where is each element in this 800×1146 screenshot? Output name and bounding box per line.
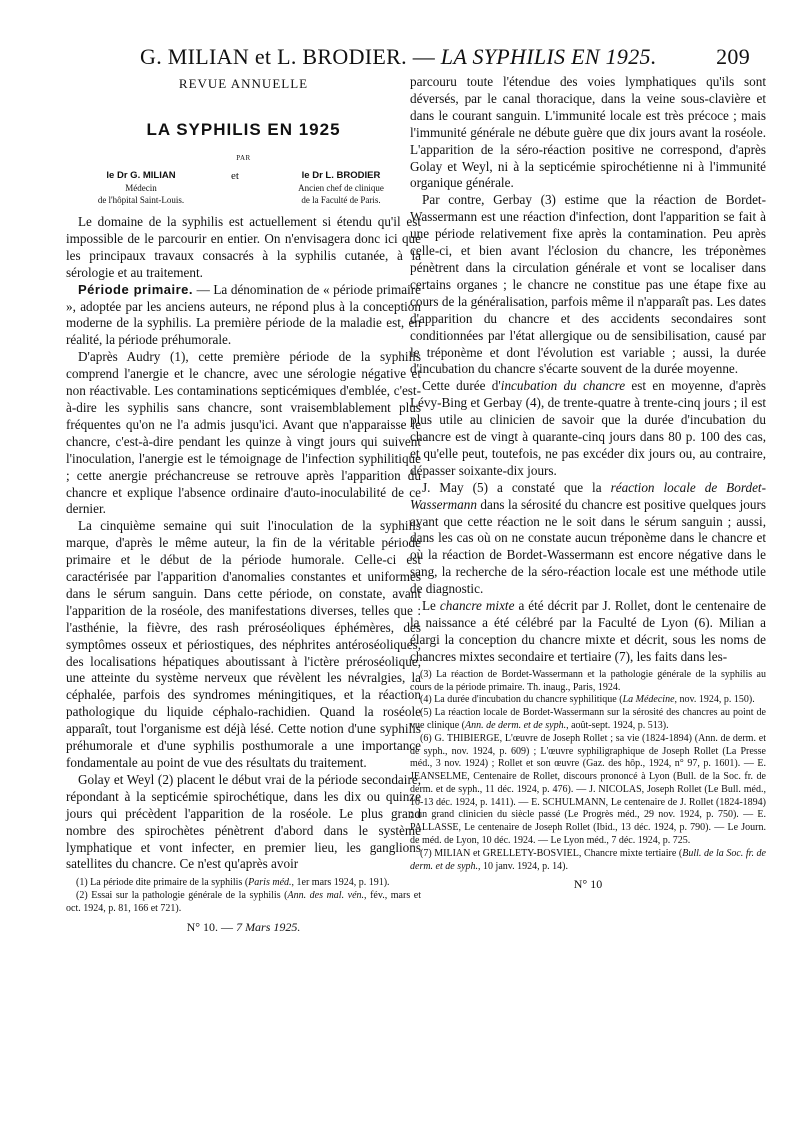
author-affiliation: de l'hôpital Saint-Louis. [97,195,185,205]
paragraph: D'après Audry (1), cette première période de la syphilis comprend l'anergie et le chancre, avec une sérologie négative et non réactivable. Les contaminations septicémiques d'emblée, c'est-à-dire les syphilis sans chancre, sont vraisemblablement plus fréquentes qu'on ne l'a admis jusqu'ici. Avant que n'apparaisse le chancre, c'est-à-dire pendant les quinze à vingt jours qui suivent l'inoculation, l'anergie est le témoignage de l'infection syphilitique ; cette anergie préchancreuse se retrouve après l'apparition du chancre et explique l'absence ordinaire d'auto-inoculabilité de ce dernier. [66,349,421,517]
subheading: Période primaire. [78,281,193,297]
author-brodier [256,170,426,206]
author-role: Médecin [125,183,157,193]
author-affiliation: de la Faculté de Paris. [301,195,381,205]
author-name: le Dr L. BRODIER [301,170,381,181]
paragraph: Le domaine de la syphilis est actuellement si étendu qu'il est impossible de le parcourir en entier. On n'envisagera donc ici que les principaux travaux consacrés à la syphilis cutanée, à la sérologie et au traitement. [66,214,421,280]
footnote-text: , nov. 1924, p. 150). [674,694,755,706]
footnote-text: , 1er mars 1924, p. 191). [291,877,390,889]
issue-date: 7 Mars 1925. [236,919,301,934]
footnote-text: , fév., mars et oct. 1924, p. 81, 166 et 721). [66,890,421,914]
footnote-text: , 10 janv. 1924, p. 14). [478,860,568,872]
paragraph-text: dans la sérosité du chancre est positive quelques jours avant que cette réaction ne le soit dans le sérum sanguin ; aussi, dans les cas où on ne constate aucun tréponème dans le chancre et où la réaction de Bordet-Wassermann est encore négative dans le sang, la recherche de la séro-réaction locale est une méthode utile de diagnostic. [410,496,766,597]
footnote: (3) La réaction de Bordet-Wassermann et la pathologie générale de la syphilis au cours de la période primaire. Th. inaug., Paris, 1924. [410,668,766,693]
paragraph: Golay et Weyl (2) placent le début vrai de la période secondaire, répondant à la septicémie spirochétique, dans les dix ou quinze jours qui précèdent l'apparition de la roséole. Le plus grand nombre des spirochètes pénètrent d'abord dans le système lymphatique et vont infecter, en premier lieu, les ganglions satellites du chancre. Ce n'est qu'après avoir [66,771,421,872]
paragraph [410,598,766,666]
footnote [66,877,421,890]
section-label: REVUE ANNUELLE [178,76,309,91]
footnote-text: (4) La durée d'incubation du chancre syphilitique ( [420,694,623,706]
paragraph-text: Cette durée d' [422,378,501,394]
article-title: LA SYPHILIS EN 1925 [146,120,341,139]
paragraph-text: Le [422,598,440,614]
running-head-italic-title: LA SYPHILIS EN 1925. [440,44,657,69]
author-milian [66,170,216,206]
by-label: PAR [236,154,251,162]
paragraph: parcouru toute l'étendue des voies lymphatiques qu'ils sont déversés, par le canal thoracique, dans la veine sous-clavière et dans le courant sanguin. L'immunité locale est très précoce ; mais l'immunité générale ne débute guère que dix jours avant la roséole. L'apparition de la séro-réaction positive ne correspond, d'après Golay et Weyl, ni à la septicémie spirochétienne ni à l'immunité organique générale. [410,74,766,191]
author-block [66,170,421,214]
paragraph [410,480,766,598]
paragraph-text: J. May (5) a constaté que la [422,479,611,495]
paragraph-text: a été décrit par J. Rollet, dont le centenaire de la naissance a été célébré par la Faculté de Lyon (6). Milian a élargi la conception du chancre mixte et décrit, sous les noms de chancres mixtes secondaire et tertiaire (7), les faits dans les- [410,598,766,664]
footnote-journal: Bull. de la Soc. fr. de derm. et de syph. [410,847,766,872]
left-column [66,74,421,935]
page-number: 209 [716,44,750,69]
footnote-journal: Paris méd. [248,877,292,889]
footnote-text: , août-sept. 1924, p. 513). [566,719,669,731]
footnote [66,890,421,916]
footnote-journal: La Médecine [622,694,675,706]
footnote-journal: Ann. des mal. vén. [287,890,365,902]
paragraph [66,282,421,350]
footnote-text: (1) La période dite primaire de la syphilis ( [76,877,249,889]
paragraph-text: est en moyenne, d'après Lévy-Bing et Gerbay (4), de trente-quatre à trente-cinq jours ; il est plus utile au clinicien de savoir que la durée d'incubation du chancre est de vingt à quarante-cinq jours dans 80 p. 100 des cas, et qu'elle peut, toutefois, ne pas excéder dix jours ou, au contraire, dépasser soixante-dix jours. [410,378,766,478]
footnote [410,694,766,707]
issue-number: N° 10. — [186,919,237,934]
paragraph-text: — La dénomination de « période primaire », adoptée par les anciens auteurs, ne répond plus à la conception moderne de la syphilis. La première période de la maladie est, en réalité, la période préhumorale. [66,281,421,348]
footnote-text: (7) MILIAN et GRELLETY-BOSVIEL, Chancre mixte tertiaire ( [420,847,683,859]
running-head [60,44,750,74]
footnote [410,707,766,733]
footnote-text: (2) Essai sur la pathologie générale de la syphilis ( [76,890,288,902]
footnote: (6) G. THIBIERGE, L'œuvre de Joseph Rollet ; sa vie (1824-1894) (Ann. de derm. et de syph., nov. 1924, p. 609) ; L'œuvre syphiligraphique de Joseph Rollet (La Presse méd., 3 nov. 1924) ; Rollet et son œuvre (Gaz. des hôp., 1924, n° 97, p. 1601). — E. JEANSELME, Centenaire de Rollet, discours prononcé à Lyon (Bull. de la Soc. fr. de derm. et de syph., 11 déc. 1924, p. 476). — J. NICOLAS, Joseph Rollet (Le Bull. méd., 10-13 déc. 1924, p. 1411). — E. SCHULMANN, Le centenaire de J. Rollet (1824-1894) ; un grand clinicien du siècle passé (Le Progrès méd., 29 nov. 1924, p. 750). — E. PALLASSE, Le centenaire de Joseph Rollet (Ibid., 13 déc. 1924, p. 790). — Le Journ. de méd. de Lyon, 10 déc. 1924. — Le Lyon méd., 7 déc. 1924, p. 725. [410,732,766,847]
author-role: Ancien chef de clinique [298,183,384,193]
emphasis: réaction locale de Bordet-Wassermann [410,479,766,512]
footnote-journal: Ann. de derm. et de syph. [464,719,567,731]
author-conjunction: et [231,170,239,182]
right-column [410,74,766,892]
author-name: le Dr G. MILIAN [106,170,176,181]
footnote-text: (5) La réaction locale de Bordet-Wassermann sur la sérosité des chancres au point de vue clinique ( [410,707,766,731]
emphasis: incubation du chancre [500,378,626,394]
paragraph: Par contre, Gerbay (3) estime que la réaction de Bordet-Wassermann est une réaction d'infection, dont l'apparition se fait à une période relativement fixe après la contamination. Peu après celle-ci, et bien avant l'éclosion du chancre, les tréponèmes pénètrent dans la circulation générale et vont se localiser dans certains organes ; le chancre ne constitue pas une étape fixe au cours de la généralisation, parfois même il n'apparaît pas. Les dates d'apparition du chancre et des accidents secondaires sont conditionnées par l'état allergique ou de sensibilisation, causé par le tréponème et dont l'évolution est variable ; aussi, la durée d'incubation du chancre s'écarte souvent de la durée moyenne. [410,192,766,377]
footnote [410,848,766,874]
paragraph: La cinquième semaine qui suit l'inoculation de la syphilis marque, d'après le même auteur, la fin de la véritable période primaire et le début de la période humorale. Celle-ci est caractérisée par l'apparition d'anomalies constantes et uniformes dans le sérum sanguin. Dans cette période, on constate, avant l'apparition de la roséole, des manifestations diverses, telles que : l'asthénie, la fièvre, des rash préroséoliques éphémères, des symptômes osseux et périostiques, des néphrites antéroséoliques, des localisations hépatiques aboutissant à l'ictère préroséolique, une atteinte du système nerveux que révèlent les névralgies, la céphalée, parfois des syndromes méningitiques, et la réaction pathologique du liquide céphalo-rachidien. Quand la roséole apparaît, tout l'organisme est déjà lésé. Cette notion d'une syphilis préhumorale et d'une syphilis posthumorale a une importance fondamentale au point de vue des résultats du traitement. [66,518,421,770]
paragraph [410,378,766,479]
running-head-authors: G. MILIAN et L. BRODIER. — [140,44,441,69]
running-head-title [140,44,657,70]
issue-line [66,920,421,935]
emphasis: chancre mixte [439,598,515,614]
issue-line: N° 10 [573,877,603,892]
